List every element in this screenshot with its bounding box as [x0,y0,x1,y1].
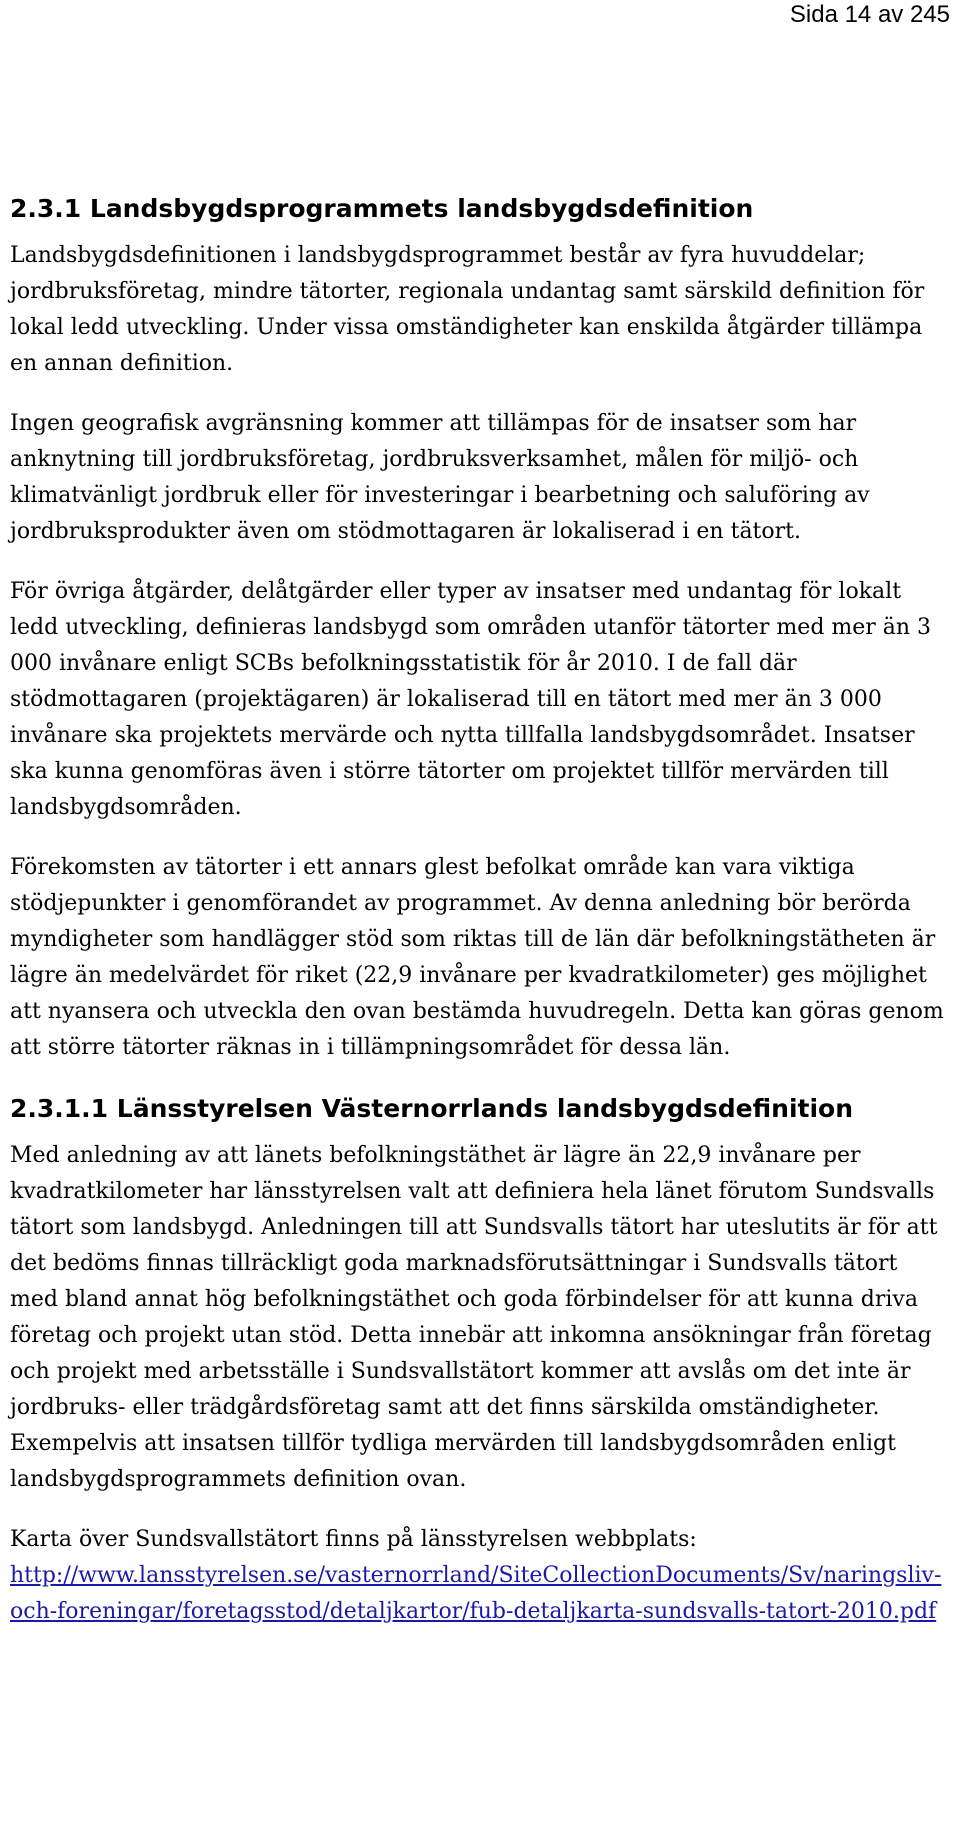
section-paragraph: Landsbygdsdefinitionen i landsbygdsprogrammet består av fyra huvuddelar; jordbruksföretag, mindre tätorter, regionala undantag samt särskild definition för lokal ledd utveckling. Under vissa omständigheter kan enskilda åtgärder tillämpa en annan definition. [10,243,925,376]
document-body [10,190,950,1630]
subsection-paragraph: Med anledning av att länets befolkningstäthet är lägre än 22,9 invånare per kvadratkilometer har länsstyrelsen valt att definiera hela länet förutom Sundsvalls tätort som landsbygd. Anledningen till att Sundsvalls tätort har uteslutits är för att det bedöms finnas tillräckligt goda marknadsförutsättningar i Sundsvalls tätort med bland annat hög befolkningstäthet och goda förbindelser för att kunna driva företag och projekt utan stöd. Detta innebär att inkomna ansökningar från företag och projekt med arbetsställe i Sundsvallstätort kommer att avslås om det inte är jordbruks- eller trädgårdsföretag samt att det finns särskilda omständigheter. Exempelvis att insatsen tillför tydliga mervärden till landsbygdsområden enligt landsbygdsprogrammets definition ovan. [10,1143,938,1492]
section-paragraph: Förekomsten av tätorter i ett annars glest befolkat område kan vara viktiga stödjepunkter i genomförandet av programmet. Av denna anledning bör berörda myndigheter som handlägger stöd som riktas till de län där befolkningstätheten är lägre än medelvärdet för riket (22,9 invånare per kvadratkilometer) ges möjlighet att nyansera och utveckla den ovan bestämda huvudregeln. Detta kan göras genom att större tätorter räknas in i tillämpningsområdet för dessa län. [10,855,944,1060]
map-note-text: Karta över Sundsvallstätort finns på länsstyrelsen webbplats: [10,1527,697,1552]
section-paragraph: För övriga åtgärder, delåtgärder eller typer av insatser med undantag för lokalt ledd utveckling, definieras landsbygd som områden utanför tätorter med mer än 3 000 invånare enligt SCBs befolkningsstatistik för år 2010. I de fall där stödmottagaren (projektägaren) är lokaliserad till en tätort med mer än 3 000 invånare ska projektets mervärde och nytta tillfalla landsbygdsområdet. Insatser ska kunna genomföras även i större tätorter om projektet tillför mervärden till landsbygdsområden. [10,579,932,820]
map-link[interactable]: http://www.lansstyrelsen.se/vasternorrland/SiteCollectionDocuments/Sv/naringsliv-och-foreningar/foretagsstod/detaljkartor/fub-detaljkarta-sundsvalls-tatort-2010.pdf [10,1563,942,1624]
section-paragraph: Ingen geografisk avgränsning kommer att tillämpas för de insatser som har anknytning till jordbruksföretag, jordbruksverksamhet, målen för miljö- och klimatvänligt jordbruk eller för investeringar i bearbetning och saluföring av jordbruksprodukter även om stödmottagaren är lokaliserad i en tätort. [10,411,870,544]
page-number: Sida 14 av 245 [789,1,950,28]
subsection-heading: 2.3.1.1 Länsstyrelsen Västernorrlands landsbygdsdefinition [10,1094,854,1123]
section-heading: 2.3.1 Landsbygdsprogrammets landsbygdsdefinition [10,194,754,223]
map-note-paragraph [10,1522,950,1630]
